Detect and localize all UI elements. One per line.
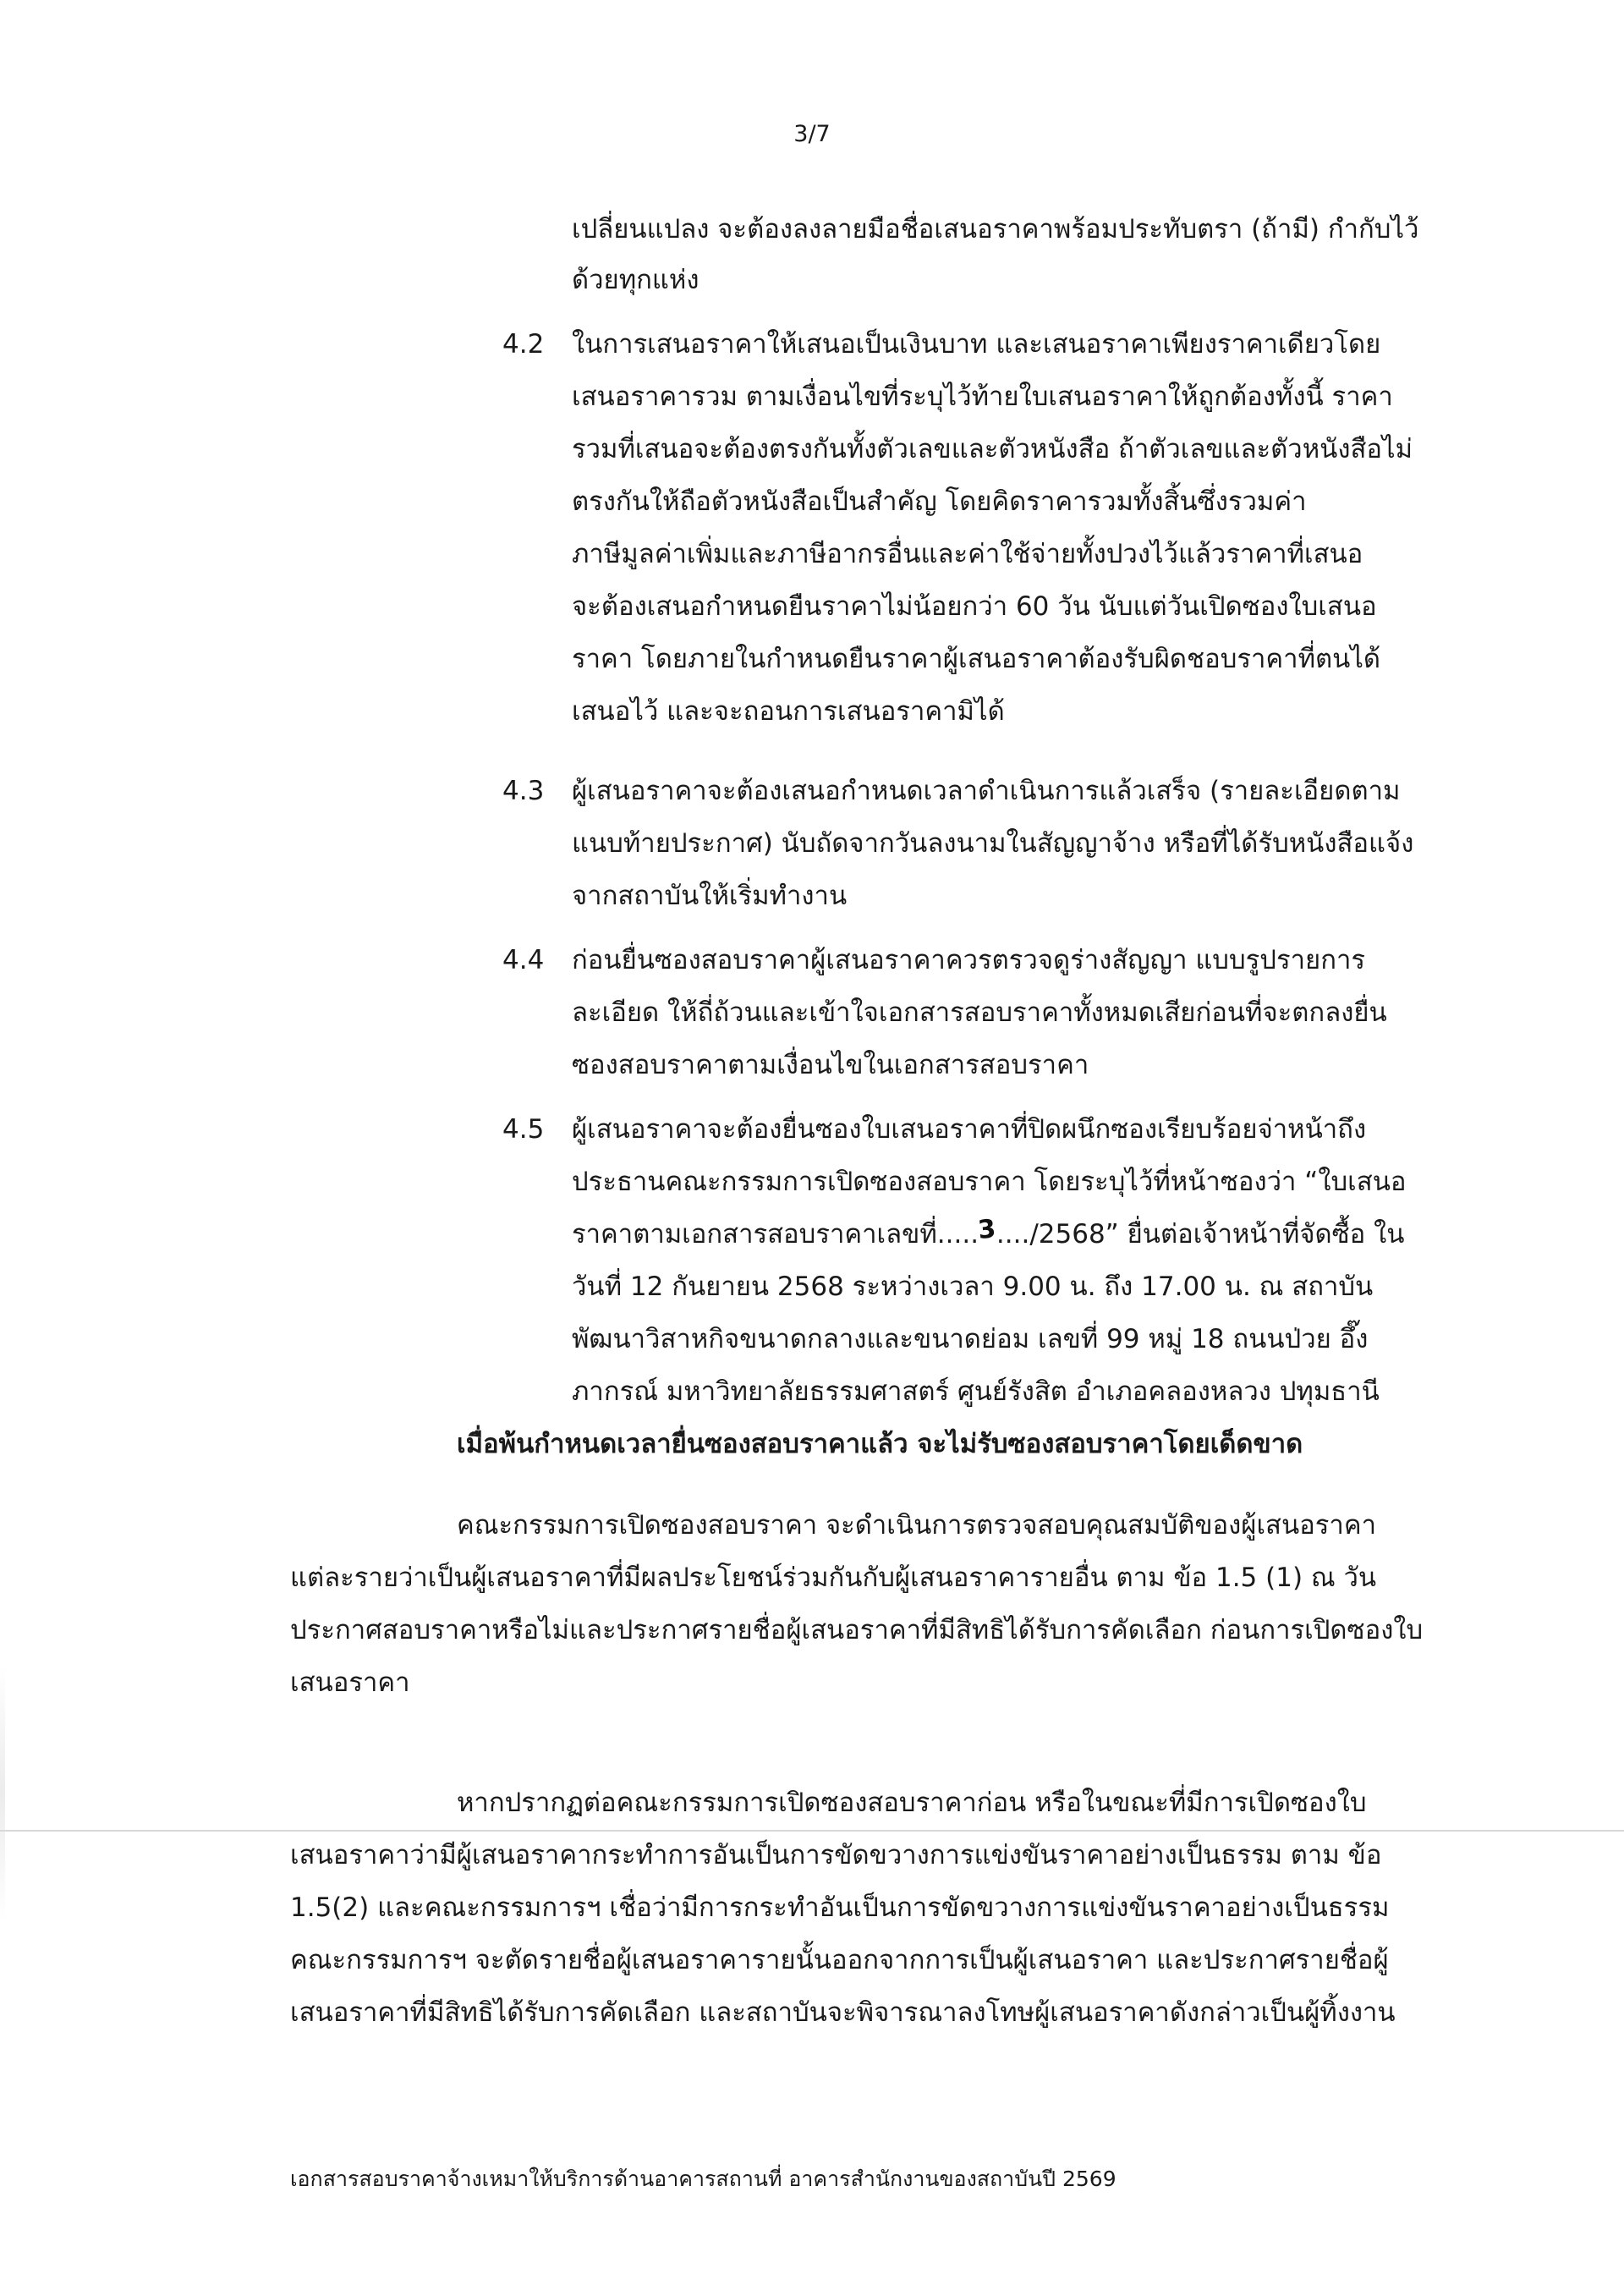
paragraph-2-line: เสนอราคาว่ามีผู้เสนอราคากระทำการอันเป็นการขัดขวางการแข่งขันราคาอย่างเป็นธรรม ตาม ข้อ — [290, 1840, 1382, 1870]
paragraph-2-line: เสนอราคาที่มีสิทธิได้รับการคัดเลือก และสถาบันจะพิจารณาลงโทษผู้เสนอราคาดังกล่าวเป็นผู้ทิ้งงาน — [290, 1997, 1396, 2028]
document-footer: เอกสารสอบราคาจ้างเหมาให้บริการด้านอาคารสถานที่ อาคารสำนักงานของสถาบันปี 2569 — [290, 2167, 1116, 2191]
paragraph-1-line: แต่ละรายว่าเป็นผู้เสนอราคาที่มีผลประโยชน์ร่วมกันกับผู้เสนอราคารายอื่น ตาม ข้อ 1.5 (1) ณ วัน — [290, 1563, 1377, 1593]
item-4-3-line: แนบท้ายประกาศ) นับถัดจากวันลงนามในสัญญาจ้าง หรือที่ได้รับหนังสือแจ้ง — [572, 828, 1414, 859]
item-4-5-line: ประธานคณะกรรมการเปิดซองสอบราคา โดยระบุไว้ที่หน้าซองว่า “ใบเสนอ — [572, 1167, 1407, 1197]
paragraph-2-line: 1.5(2) และคณะกรรมการฯ เชื่อว่ามีการกระทำอันเป็นการขัดขวางการแข่งขันราคาอย่างเป็นธรรม — [290, 1892, 1390, 1923]
item-4-2-line: เสนอราคารวม ตามเงื่อนไขที่ระบุไว้ท้ายใบเสนอราคาให้ถูกต้องทั้งนี้ ราคา — [572, 382, 1393, 412]
item-4-2-line: ภาษีมูลค่าเพิ่มและภาษีอากรอื่นและค่าใช้จ่ายทั้งปวงไว้แล้วราคาที่เสนอ — [572, 539, 1363, 569]
item-4-4-line: ละเอียด ให้ถี่ถ้วนและเข้าใจเอกสารสอบราคาทั้งหมดเสียก่อนที่จะตกลงยื่น — [572, 997, 1387, 1028]
paragraph-1-line: คณะกรรมการเปิดซองสอบราคา จะดำเนินการตรวจสอบคุณสมบัติของผู้เสนอราคา — [457, 1510, 1376, 1541]
item-4-4-line: ซองสอบราคาตามเงื่อนไขในเอกสารสอบราคา — [572, 1050, 1089, 1080]
doc-number-prefix: ราคาตามเอกสารสอบราคาเลขที่..... — [572, 1219, 979, 1250]
item-4-2-line: เสนอไว้ และจะถอนการเสนอราคามิได้ — [572, 696, 1005, 727]
item-4-2-line: จะต้องเสนอกำหนดยืนราคาไม่น้อยกว่า 60 วัน นับแต่วันเปิดซองใบเสนอ — [572, 591, 1377, 622]
scan-artifact-line — [0, 1830, 1624, 1832]
item-4-3-line: ผู้เสนอราคาจะต้องเสนอกำหนดเวลาดำเนินการแล้วเสร็จ (รายละเอียดตาม — [572, 776, 1401, 806]
item-4-5-line: ภากรณ์ มหาวิทยาลัยธรรมศาสตร์ ศูนย์รังสิต อำเภอคลองหลวง ปทุมธานี — [572, 1376, 1380, 1407]
page-number: 3/7 — [793, 121, 831, 147]
item-4-2-line: ราคา โดยภายในกำหนดยืนราคาผู้เสนอราคาต้องรับผิดชอบราคาที่ตนได้ — [572, 644, 1381, 674]
item-number-4-5: 4.5 — [502, 1114, 545, 1145]
deadline-notice: เมื่อพ้นกำหนดเวลายื่นซองสอบราคาแล้ว จะไม่รับซองสอบราคาโดยเด็ดขาด — [457, 1429, 1303, 1459]
intro-line: ด้วยทุกแห่ง — [572, 265, 700, 295]
item-4-5-line: วันที่ 12 กันยายน 2568 ระหว่างเวลา 9.00 น. ถึง 17.00 น. ณ สถาบัน — [572, 1272, 1374, 1302]
item-number-4-3: 4.3 — [502, 776, 545, 806]
item-4-5-doc-number-line — [572, 1214, 1405, 1253]
paragraph-2-line: คณะกรรมการฯ จะตัดรายชื่อผู้เสนอราคารายนั้นออกจากการเป็นผู้เสนอราคา และประกาศรายชื่อผู้ — [290, 1945, 1389, 1975]
item-number-4-2: 4.2 — [502, 329, 545, 360]
handwritten-doc-number: 3 — [976, 1214, 998, 1246]
item-4-2-line: รวมที่เสนอจะต้องตรงกันทั้งตัวเลขและตัวหนังสือ ถ้าตัวเลขและตัวหนังสือไม่ — [572, 434, 1413, 464]
item-4-5-line: ผู้เสนอราคาจะต้องยื่นซองใบเสนอราคาที่ปิดผนึกซองเรียบร้อยจ่าหน้าถึง — [572, 1114, 1367, 1145]
scan-edge-mark — [0, 1667, 5, 1920]
item-4-2-line: ในการเสนอราคาให้เสนอเป็นเงินบาท และเสนอราคาเพียงราคาเดียวโดย — [572, 329, 1381, 360]
paragraph-2-line: หากปรากฏต่อคณะกรรมการเปิดซองสอบราคาก่อน หรือในขณะที่มีการเปิดซองใบ — [457, 1788, 1367, 1818]
item-4-3-line: จากสถาบันให้เริ่มทำงาน — [572, 881, 848, 911]
item-4-2-line: ตรงกันให้ถือตัวหนังสือเป็นสำคัญ โดยคิดราคารวมทั้งสิ้นซึ่งรวมค่า — [572, 486, 1307, 517]
item-4-5-line: พัฒนาวิสาหกิจขนาดกลางและขนาดย่อม เลขที่ 99 หมู่ 18 ถนนป่วย อึ๊ง — [572, 1324, 1369, 1354]
intro-line: เปลี่ยนแปลง จะต้องลงลายมือชื่อเสนอราคาพร้อมประทับตรา (ถ้ามี) กำกับไว้ — [572, 214, 1419, 244]
item-4-4-line: ก่อนยื่นซองสอบราคาผู้เสนอราคาควรตรวจดูร่างสัญญา แบบรูปรายการ — [572, 945, 1366, 975]
doc-number-suffix: ..../2568” ยื่นต่อเจ้าหน้าที่จัดซื้อ ใน — [996, 1219, 1405, 1250]
paragraph-1-line: ประกาศสอบราคาหรือไม่และประกาศรายชื่อผู้เสนอราคาที่มีสิทธิได้รับการคัดเลือก ก่อนการเปิดซองใบ — [290, 1615, 1424, 1645]
item-number-4-4: 4.4 — [502, 945, 545, 975]
paragraph-1-line: เสนอราคา — [290, 1667, 410, 1698]
